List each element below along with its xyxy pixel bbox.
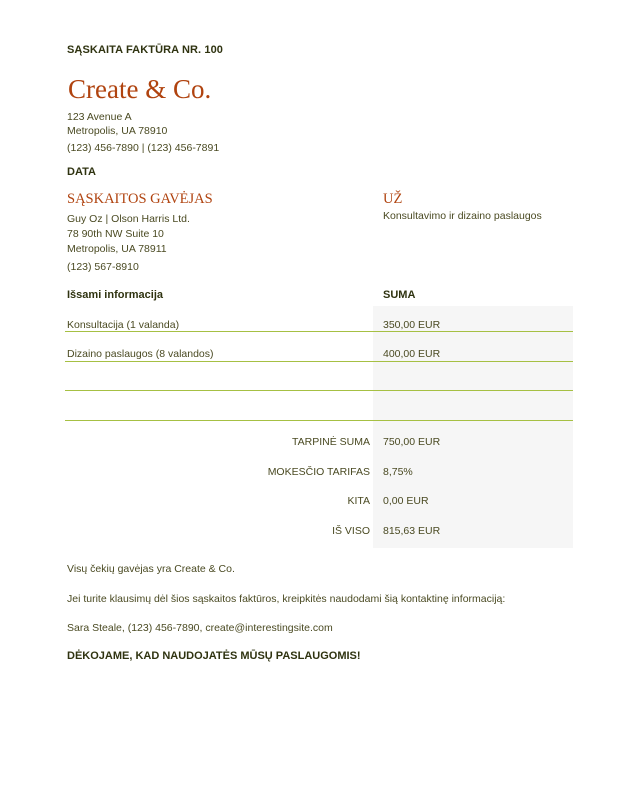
table-row-1-amount: 350,00 EUR <box>383 319 441 331</box>
table-row-2-description: Dizaino paslaugos (8 valandos) <box>67 348 214 360</box>
company-address-line2: Metropolis, UA 78910 <box>67 125 168 137</box>
amount-column-header: SUMA <box>383 289 416 301</box>
recipient-phone: (123) 567-8910 <box>67 261 139 273</box>
tax-rate-value: 8,75% <box>383 466 413 478</box>
for-description: Konsultavimo ir dizaino paslaugos <box>383 210 542 222</box>
row-divider <box>65 331 573 332</box>
contact-info: Sara Steale, (123) 456-7890, create@interestingsite.com <box>67 622 333 634</box>
table-row-1-description: Konsultacija (1 valanda) <box>67 319 180 331</box>
for-heading: UŽ <box>383 191 403 207</box>
date-label: DATA <box>67 166 96 178</box>
payable-note: Visų čekių gavėjas yra Create & Co. <box>67 563 235 575</box>
other-value: 0,00 EUR <box>383 495 429 507</box>
other-label: KITA <box>347 495 370 507</box>
details-column-header: Išsami informacija <box>67 289 163 301</box>
subtotal-value: 750,00 EUR <box>383 436 441 448</box>
tax-rate-label: MOKESČIO TARIFAS <box>267 466 370 478</box>
table-row-2-amount: 400,00 EUR <box>383 348 441 360</box>
row-divider <box>65 361 573 362</box>
row-divider <box>65 390 573 391</box>
recipient-heading: SĄSKAITOS GAVĖJAS <box>67 191 213 207</box>
recipient-line3: Metropolis, UA 78911 <box>67 243 167 255</box>
subtotal-label: TARPINĖ SUMA <box>292 436 370 448</box>
row-divider <box>65 420 573 421</box>
amount-column-background <box>373 306 573 548</box>
total-value: 815,63 EUR <box>383 525 441 537</box>
questions-note: Jei turite klausimų dėl šios sąskaitos faktūros, kreipkitės naudodami šią kontaktinę informaciją: <box>67 593 506 605</box>
total-label: IŠ VISO <box>332 525 370 537</box>
thank-you-message: DĖKOJAME, KAD NAUDOJATĖS MŪSŲ PASLAUGOMIS! <box>67 650 361 662</box>
recipient-line1: Guy Oz | Olson Harris Ltd. <box>67 213 190 225</box>
company-phones: (123) 456-7890 | (123) 456-7891 <box>67 142 220 154</box>
company-address-line1: 123 Avenue A <box>67 111 132 123</box>
recipient-line2: 78 90th NW Suite 10 <box>67 228 164 240</box>
company-name: Create & Co. <box>68 74 212 104</box>
invoice-title: SĄSKAITA FAKTŪRA NR. 100 <box>67 44 224 56</box>
